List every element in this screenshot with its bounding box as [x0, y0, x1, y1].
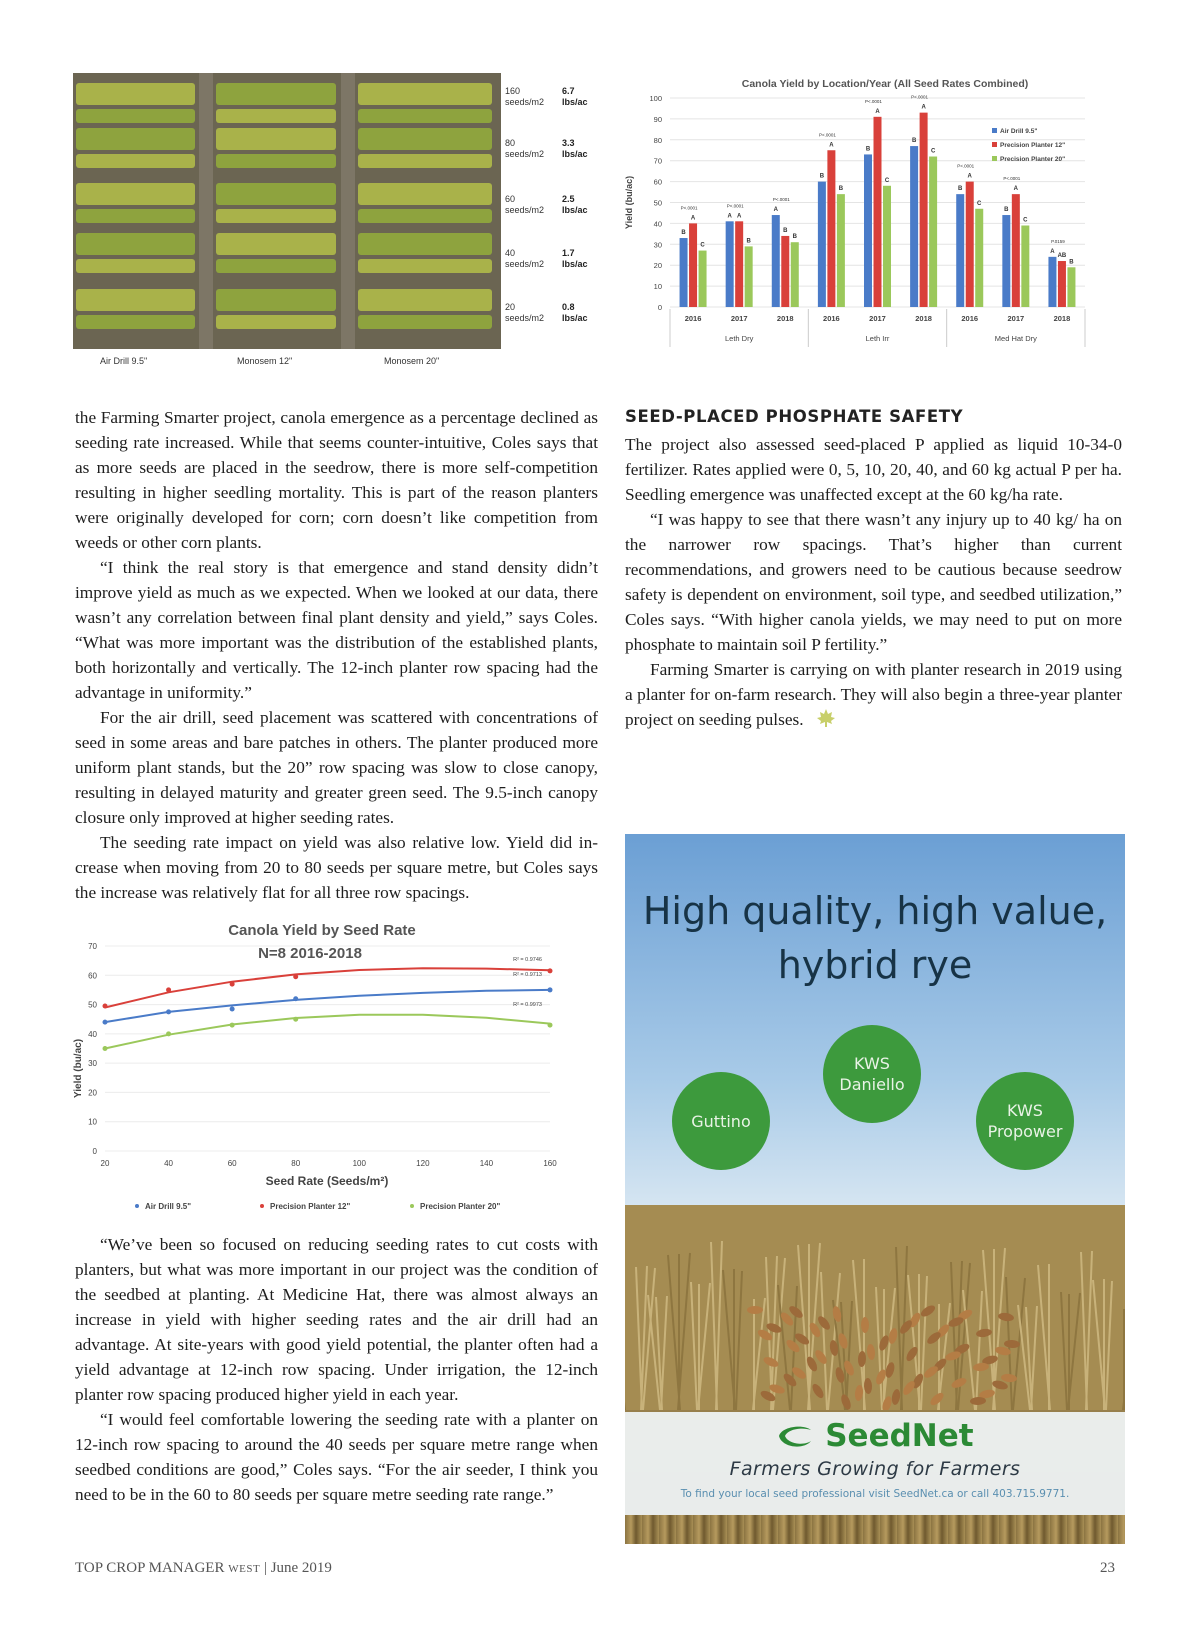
aerial-trial-photo	[73, 73, 501, 349]
plot-strip	[358, 109, 492, 123]
photo-caption-monosem-12: Monosem 12"	[237, 356, 293, 366]
bar	[791, 242, 799, 307]
bar-letter: C	[1023, 217, 1028, 224]
photo-path	[341, 73, 355, 349]
plot-strip	[358, 233, 492, 255]
y-tick-label: 70	[88, 942, 97, 951]
plot-strip	[358, 209, 492, 223]
bar-letter: B	[681, 230, 686, 237]
legend-label: Precision Planter 20"	[420, 1202, 501, 1211]
p-value-label: P<.0001	[957, 163, 975, 169]
plot-strip	[76, 83, 195, 105]
data-point	[103, 1046, 108, 1051]
paragraph: The seeding rate impact on yield was also relative low. Yield did increase when moving from 20 to 80 seeds per square metre, but Coles says the increase was relatively flat for all three row spacings.	[75, 833, 598, 902]
r-squared-label: R² = 0.9713	[513, 972, 542, 978]
x-tick-label: 2017	[730, 314, 748, 323]
chart-title: Canola Yield by Seed Rate	[228, 922, 416, 939]
plot-strip	[358, 83, 492, 105]
seednet-logo	[625, 1418, 1125, 1454]
bar	[735, 221, 743, 307]
paragraph	[625, 657, 1122, 732]
issue-date: | June 2019	[263, 1560, 332, 1576]
y-tick-label: 20	[88, 1088, 97, 1098]
r-squared-label: R² = 0.9973	[513, 1002, 542, 1008]
bar-letter: C	[930, 148, 936, 155]
seednet-advertisement[interactable]	[625, 834, 1125, 1544]
magazine-name: TOP CROP MANAGER	[75, 1560, 225, 1576]
bar	[1048, 257, 1056, 307]
plot-strip	[76, 233, 195, 255]
x-tick-label: 60	[227, 1159, 237, 1168]
bar	[1021, 225, 1029, 307]
bar	[956, 194, 964, 307]
data-point	[103, 1020, 108, 1025]
variety-bubble-guttino	[672, 1072, 770, 1170]
p-value-label: P<.0001	[1003, 176, 1021, 182]
y-tick-label: 20	[653, 261, 662, 271]
photo-caption-monosem-20: Monosem 20"	[384, 356, 440, 366]
data-point	[230, 1006, 235, 1011]
bar-letter: A	[967, 173, 972, 180]
bar	[920, 113, 928, 307]
paragraph: “I think the real story is that emergence and stand density didn’t improve yield as much as we expected. When we looked at our data, there wasn’t any correlation between final plant density and yield,” says Coles. “What was more important was the distribution of the established plants, both horizontally and vertically. The 12-inch planter row spacing had the advantage in uniformity.”	[75, 558, 598, 702]
group-label: Leth Dry	[724, 334, 754, 343]
y-tick-label: 90	[653, 114, 662, 124]
data-point	[548, 968, 553, 973]
page-number: 23	[1100, 1560, 1115, 1576]
variety-name: Propower	[987, 1122, 1063, 1141]
plot-strip	[358, 183, 492, 205]
p-value-label: P<.0001	[818, 132, 836, 138]
bar-letter: C	[884, 177, 890, 184]
group-label: Med Hat Dry	[994, 334, 1037, 343]
bar-letter: B	[819, 173, 825, 180]
bar-letter: B	[783, 227, 788, 234]
rye-seed	[747, 1306, 763, 1314]
left-column-text-bottom	[75, 1232, 598, 1507]
plot-strip	[216, 154, 336, 168]
data-point	[166, 1031, 171, 1036]
x-axis-label: Seed Rate (Seeds/m²)	[265, 1174, 389, 1188]
x-tick-label: 2016	[684, 314, 702, 323]
y-tick-label: 50	[653, 198, 662, 208]
plot-strip	[216, 315, 336, 329]
ad-footer	[625, 1412, 1125, 1515]
plot-strip	[216, 109, 336, 123]
plot-strip	[76, 289, 195, 311]
seed-rate-label: 60 seeds/m2	[505, 194, 545, 215]
p-value-label: P<.0001	[726, 203, 744, 209]
plot-strip	[216, 183, 336, 205]
x-tick-label: 80	[291, 1159, 301, 1168]
plot-strip	[358, 154, 492, 168]
data-point	[548, 1023, 553, 1028]
paragraph: “I was happy to see that there wasn’t any injury up to 40 kg/ ha on the narrower row spacings. That’s higher than current recommendations, and growers need to be cautious because seedrow safety is dependent on environment, soil type, and seedbed utilization,” Coles says. “With higher canola yields, we may need to put on more phosphate to maintain soil P fertility.”	[625, 510, 1122, 654]
y-tick-label: 60	[653, 177, 662, 187]
plot-strip	[76, 154, 195, 168]
p-value-label: P<.0001	[865, 98, 882, 104]
wheat-strip	[625, 1515, 1125, 1544]
legend-swatch	[410, 1204, 414, 1208]
x-tick-label: 40	[164, 1159, 174, 1168]
legend-swatch	[992, 142, 997, 147]
p-value-label: P<.0001	[772, 197, 790, 203]
legend-label: Precision Planter 12"	[1000, 142, 1066, 149]
x-tick-label: 2016	[823, 314, 840, 323]
bar	[1012, 194, 1020, 307]
x-tick-label: 2018	[915, 314, 932, 323]
paragraph: The project also assessed seed-placed P applied as liquid 10-34-0 fertilizer. Rates applied were 0, 5, 10, 20, 40, and 60 kg actual P per ha. Seedling emergence was unaffected except at the 60 kg/ha rate.	[625, 435, 1122, 504]
yield-by-seed-rate-chart	[72, 918, 600, 1218]
y-axis-label: Yield (bu/ac)	[624, 175, 634, 230]
bar-letter: B	[1069, 259, 1074, 266]
bar	[689, 223, 697, 307]
bar-letter: A	[773, 207, 778, 214]
plot-strip	[216, 209, 336, 223]
variety-brand: KWS	[1007, 1101, 1043, 1120]
y-tick-label: 30	[88, 1059, 97, 1069]
seed-rate-label: 20 seeds/m2	[505, 302, 545, 323]
ad-headline-line-2: hybrid rye	[777, 943, 973, 987]
y-tick-label: 80	[653, 135, 662, 145]
plot-strip	[216, 128, 336, 150]
plot-strip	[358, 289, 492, 311]
p-value-label: P<.0001	[680, 205, 698, 211]
x-tick-label: 120	[416, 1159, 430, 1168]
right-column-text	[625, 432, 1122, 732]
bar	[837, 194, 845, 307]
bar-letter: A	[727, 213, 732, 220]
ad-contact[interactable]: To find your local seed professional visit SeedNet.ca or call 403.715.9771.	[680, 1488, 1070, 1500]
group-label: Leth Irr	[865, 334, 890, 343]
magazine-edition: WEST	[228, 1563, 261, 1575]
bar-letter: A	[829, 142, 834, 149]
data-point	[548, 987, 553, 992]
rye-seed	[861, 1317, 869, 1333]
seed-rate-lbs: 6.7 lbs/ac	[562, 86, 588, 107]
bar-letter: B	[792, 234, 797, 241]
legend-label: Air Drill 9.5"	[145, 1202, 192, 1211]
data-point	[293, 996, 298, 1001]
bar-letter: B	[1004, 207, 1009, 214]
data-point	[293, 1017, 298, 1022]
bar	[874, 117, 882, 307]
bar-letter: C	[700, 242, 705, 249]
bar	[864, 154, 872, 307]
bar-letter: AB	[1057, 253, 1067, 260]
bar-letter: A	[875, 108, 880, 115]
bar-letter: A	[690, 215, 696, 222]
y-tick-label: 100	[649, 94, 662, 103]
y-tick-label: 10	[653, 282, 662, 292]
bar	[966, 182, 974, 307]
plot-strip	[216, 289, 336, 311]
bar	[781, 236, 789, 307]
bar	[975, 209, 983, 307]
bar	[1002, 215, 1010, 307]
chart-title: Canola Yield by Location/Year (All Seed Rates Combined)	[741, 78, 1029, 90]
yield-by-location-bar-chart	[620, 73, 1125, 365]
seed-rate-label: 80 seeds/m2	[505, 138, 545, 159]
plot-strip	[216, 233, 336, 255]
plot-strip	[358, 315, 492, 329]
chart-subtitle: N=8 2016-2018	[258, 945, 362, 962]
photo-path	[199, 73, 213, 349]
p-value-label: P<.0001	[911, 94, 929, 100]
variety-brand: KWS	[854, 1054, 890, 1073]
bar	[827, 150, 835, 307]
y-tick-label: 70	[653, 156, 662, 166]
ad-headline-line-1: High quality, high value,	[642, 889, 1108, 933]
variety-name: Guttino	[691, 1111, 751, 1131]
seednet-swoosh-icon	[776, 1424, 814, 1448]
bar-letter: B	[865, 146, 871, 153]
bar	[745, 246, 753, 307]
maple-leaf-icon	[816, 708, 836, 728]
trendline	[105, 1015, 550, 1049]
data-point	[230, 1023, 235, 1028]
x-tick-label: 2017	[869, 314, 886, 323]
plot-strip	[76, 259, 195, 273]
variety-bubble-daniello	[823, 1025, 921, 1123]
y-tick-label: 40	[88, 1029, 97, 1039]
left-column-text	[75, 405, 598, 905]
legend-swatch	[260, 1204, 264, 1208]
y-axis-label: Yield (bu/ac)	[73, 1038, 84, 1099]
bar-letter: C	[977, 200, 982, 207]
bar-letter: A	[736, 213, 742, 220]
data-point	[166, 987, 171, 992]
seed-rate-lbs: 1.7 lbs/ac	[562, 248, 588, 269]
r-squared-label: R² = 0.9746	[513, 957, 542, 963]
plot-strip	[76, 209, 195, 223]
bar	[1067, 267, 1075, 307]
bar	[699, 251, 707, 307]
y-tick-label: 0	[92, 1147, 97, 1156]
section-heading: SEED-PLACED PHOSPHATE SAFETY	[625, 407, 964, 426]
legend-label: Precision Planter 20"	[1000, 156, 1066, 163]
data-point	[103, 1004, 108, 1009]
bar	[726, 221, 734, 307]
data-point	[293, 974, 298, 979]
variety-name: Daniello	[839, 1075, 905, 1094]
legend-label: Air Drill 9.5"	[1000, 128, 1038, 135]
x-tick-label: 2018	[776, 314, 794, 323]
legend-swatch	[992, 156, 997, 161]
footer-publication	[75, 1560, 332, 1577]
bar	[818, 182, 826, 307]
bar-letter: B	[838, 186, 844, 193]
bar-letter: A	[1050, 248, 1055, 255]
p-value-label: P.0159	[1051, 238, 1065, 244]
y-tick-label: 0	[657, 303, 662, 312]
x-tick-label: 2017	[1007, 314, 1025, 323]
bar	[1058, 261, 1066, 307]
plot-strip	[76, 315, 195, 329]
x-tick-label: 2016	[961, 314, 979, 323]
plot-strip	[76, 109, 195, 123]
paragraph: “We’ve been so focused on reducing seeding rates to cut costs with planters, but what was more important in our project was the condition of the seedbed at planting. At Medicine Hat, there was almost always an increase in yield with higher seeding rates and the air drill had an advantage. At site-years with good yield potential, the planter often had a yield advantage at 12-inch row spacing. Under irrigation, the 12-inch planter row spacing produced higher yield in each year.	[75, 1235, 598, 1404]
bar	[680, 238, 688, 307]
paragraph: For the air drill, seed placement was scattered with concentrations of seed in some areas and bare patches in others. The planter produced more uniform plant stands, but the 20” row spacing was slow to close canopy, resulting in delayed maturity and greater green seed. The 9.5-inch canopy closure only improved at higher seeding rates.	[75, 708, 598, 827]
brand-name: SeedNet	[825, 1418, 974, 1454]
y-tick-label: 30	[653, 240, 662, 250]
bar	[772, 215, 780, 307]
photo-caption-air-drill: Air Drill 9.5"	[100, 356, 148, 366]
bar-letter: A	[1013, 186, 1019, 193]
plot-strip	[76, 183, 195, 205]
plot-strip	[216, 259, 336, 273]
y-tick-label: 50	[88, 1000, 97, 1010]
seed-rate-lbs: 3.3 lbs/ac	[562, 138, 588, 159]
x-tick-label: 160	[543, 1159, 557, 1168]
bar	[883, 186, 891, 307]
bar-letter: B	[911, 138, 917, 145]
x-tick-label: 140	[479, 1159, 494, 1168]
seed-rate-lbs: 2.5 lbs/ac	[562, 194, 588, 215]
x-tick-label: 20	[100, 1159, 110, 1168]
bar	[910, 146, 918, 307]
seed-rate-label: 160 seeds/m2	[505, 86, 545, 107]
x-tick-label: 2018	[1053, 314, 1071, 323]
bar-letter: A	[921, 104, 926, 111]
paragraph: “I would feel comfortable lowering the seeding rate with a planter on 12-inch row spacing to around the 40 seeds per square metre range when seedbed conditions are good,” Coles says. “For the air seeder, I think you need to be in the 60 to 80 seeds per square metre seeding rate range.”	[75, 1410, 598, 1504]
paragraph-text: Farming Smarter is carrying on with planter research in 2019 using a planter for on-farm research. They will also begin a three-year planter project on seeding pulses.	[625, 660, 1122, 729]
data-point	[166, 1009, 171, 1014]
bar-letter: B	[958, 186, 963, 193]
paragraph: the Farming Smarter project, canola emergence as a percentage declined as seeding rate increased. While that seems counter-intuitive, Coles says that as more seeds are placed in the seedrow, there is more self-competition resulting in higher seedling mortality. This is part of the reason planters were originally developed for corn; corn doesn’t like competition from weeds or other corn plants.	[75, 408, 598, 552]
y-tick-label: 10	[88, 1117, 97, 1127]
legend-swatch	[992, 128, 997, 133]
x-tick-label: 100	[352, 1159, 366, 1168]
seed-rate-label: 40 seeds/m2	[505, 248, 545, 269]
legend-label: Precision Planter 12"	[270, 1202, 351, 1211]
rye-field-photo	[625, 1205, 1125, 1410]
data-point	[230, 982, 235, 987]
plot-strip	[216, 83, 336, 105]
plot-strip	[358, 128, 492, 150]
plot-strip	[358, 259, 492, 273]
y-tick-label: 40	[653, 219, 662, 229]
trendline	[105, 968, 550, 1007]
variety-bubble-propower	[976, 1072, 1074, 1170]
seed-rate-lbs: 0.8 lbs/ac	[562, 302, 588, 323]
legend-swatch	[135, 1204, 139, 1208]
bar	[929, 157, 937, 307]
plot-strip	[76, 128, 195, 150]
bar-letter: B	[746, 238, 751, 245]
seed-rate-labels	[505, 86, 605, 336]
y-tick-label: 60	[88, 971, 97, 981]
ad-tagline: Farmers Growing for Farmers	[729, 1458, 1021, 1480]
